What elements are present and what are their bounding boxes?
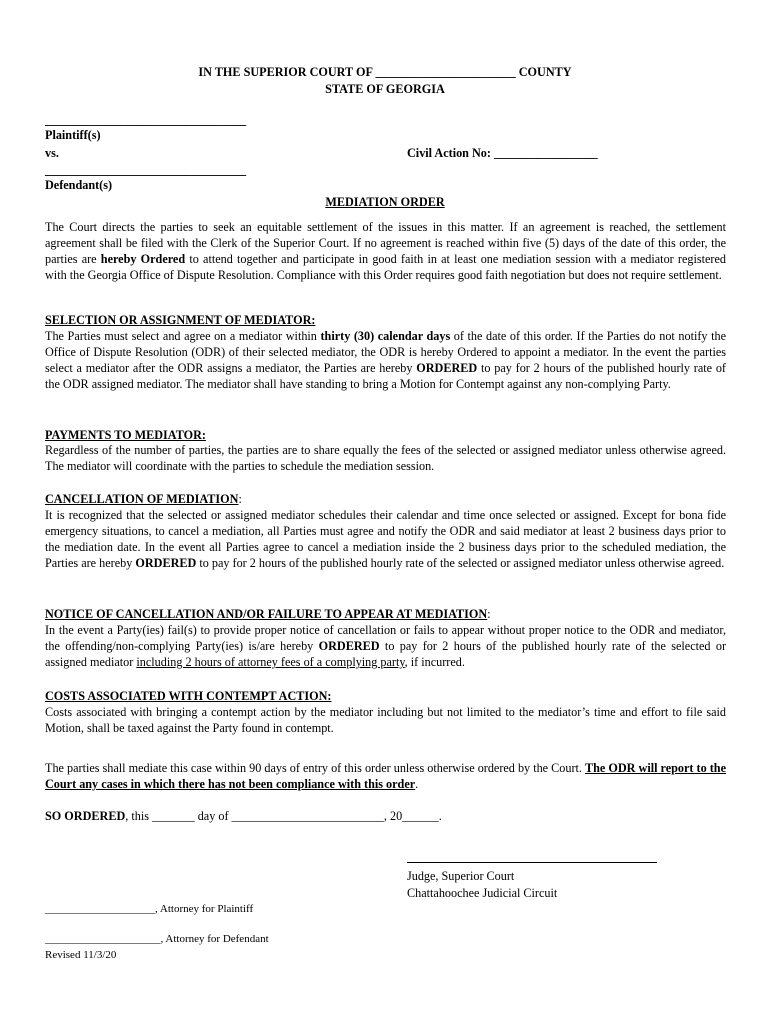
- payments-paragraph: Regardless of the number of parties, the parties are to share equally the fees of the selected or assigned mediator unless otherwise agreed. The mediator will coordinate with the parties to schedule the mediation session.: [45, 443, 726, 474]
- so-ordered-line: SO ORDERED, this _______ day of _________________________, 20______.: [45, 809, 442, 823]
- plaintiff-blank: _________________________________: [45, 113, 247, 127]
- contempt-paragraph: Costs associated with bringing a contempt action by the mediator including but not limited to the mediator’s time and effort to file said Motion, shall be taxed against the Party found in contempt.: [45, 705, 726, 736]
- contempt-heading: COSTS ASSOCIATED WITH CONTEMPT ACTION:: [45, 689, 332, 703]
- versus-label: vs.: [45, 146, 59, 160]
- court-name: IN THE SUPERIOR COURT OF _______________________ COUNTY: [198, 65, 572, 79]
- selection-paragraph: The Parties must select and agree on a mediator within thirty (30) calendar days of the date of this order. If the Parties do not notify the Office of Dispute Resolution (ODR) of their selected mediator, the ODR is hereby Ordered to appoint a mediator. In the event the parties select a mediator after the ODR assigns a mediator, the Parties are hereby ORDERED to pay for 2 hours of the published hourly rate of the ODR assigned mediator. The mediator shall have standing to bring a Motion for Contempt against any non-complying Party.: [45, 329, 726, 392]
- plaintiff-label: Plaintiff(s): [45, 128, 101, 142]
- plaintiff-attorney-line: ____________________, Attorney for Plaintiff: [45, 903, 254, 915]
- cancellation-heading: CANCELLATION OF MEDIATION: [45, 492, 239, 506]
- cancellation-paragraph: It is recognized that the selected or assigned mediator schedules their calendar and time once selected or assigned. Except for bona fide emergency situations, to cancel a mediation, all Parties must agree and notify the ODR and said mediator at least 2 business days prior to the mediation date. In the event all Parties agree to cancel a mediation inside the 2 business days prior to the scheduled mediation, the Parties are hereby ORDERED to pay for 2 hours of the published hourly rate of the selected or assigned mediator unless otherwise agreed.: [45, 508, 726, 571]
- court-state: STATE OF GEORGIA: [325, 82, 445, 96]
- judicial-circuit: Chattahoochee Judicial Circuit: [407, 886, 558, 900]
- defendant-attorney-line: _____________________, Attorney for Defendant: [45, 933, 269, 945]
- document-title: MEDIATION ORDER: [325, 195, 445, 209]
- selection-heading: SELECTION OR ASSIGNMENT OF MEDIATOR:: [45, 313, 316, 327]
- revised-date: Revised 11/3/20: [45, 949, 117, 961]
- closing-paragraph: The parties shall mediate this case within 90 days of entry of this order unless otherwise ordered by the Court. The ODR will report to the Court any cases in which there has not been compliance with this order.: [45, 761, 726, 792]
- cancellation-heading-row: CANCELLATION OF MEDIATION:: [45, 492, 242, 506]
- notice-heading: NOTICE OF CANCELLATION AND/OR FAILURE TO APPEAR AT MEDIATION: [45, 607, 488, 621]
- defendant-blank: _________________________________: [45, 163, 247, 177]
- judge-title: Judge, Superior Court: [407, 869, 515, 883]
- intro-paragraph: The Court directs the parties to seek an equitable settlement of the issues in this matter. If an agreement is reached, the settlement agreement shall be filed with the Clerk of the Superior Court. If no agreement is reached within five (5) days of the date of this order, the parties are hereby Ordered to attend together and participate in good faith in at least one mediation session with a mediator registered with the Georgia Office of Dispute Resolution. Compliance with this Order requires good faith negotiation but does not require settlement.: [45, 220, 726, 283]
- judge-signature-line: [407, 862, 657, 863]
- payments-heading: PAYMENTS TO MEDIATOR:: [45, 428, 206, 442]
- notice-heading-row: NOTICE OF CANCELLATION AND/OR FAILURE TO APPEAR AT MEDIATION:: [45, 607, 491, 621]
- defendant-label: Defendant(s): [45, 178, 113, 192]
- civil-action-number: Civil Action No: _________________: [407, 146, 598, 160]
- notice-paragraph: In the event a Party(ies) fail(s) to provide proper notice of cancellation or fails to appear without proper notice to the ODR and mediator, the offending/non-complying Party(ies) is/are hereby ORDERED to pay for 2 hours of the published hourly rate of the selected or assigned mediator including 2 hours of attorney fees of a complying party, if incurred.: [45, 623, 726, 670]
